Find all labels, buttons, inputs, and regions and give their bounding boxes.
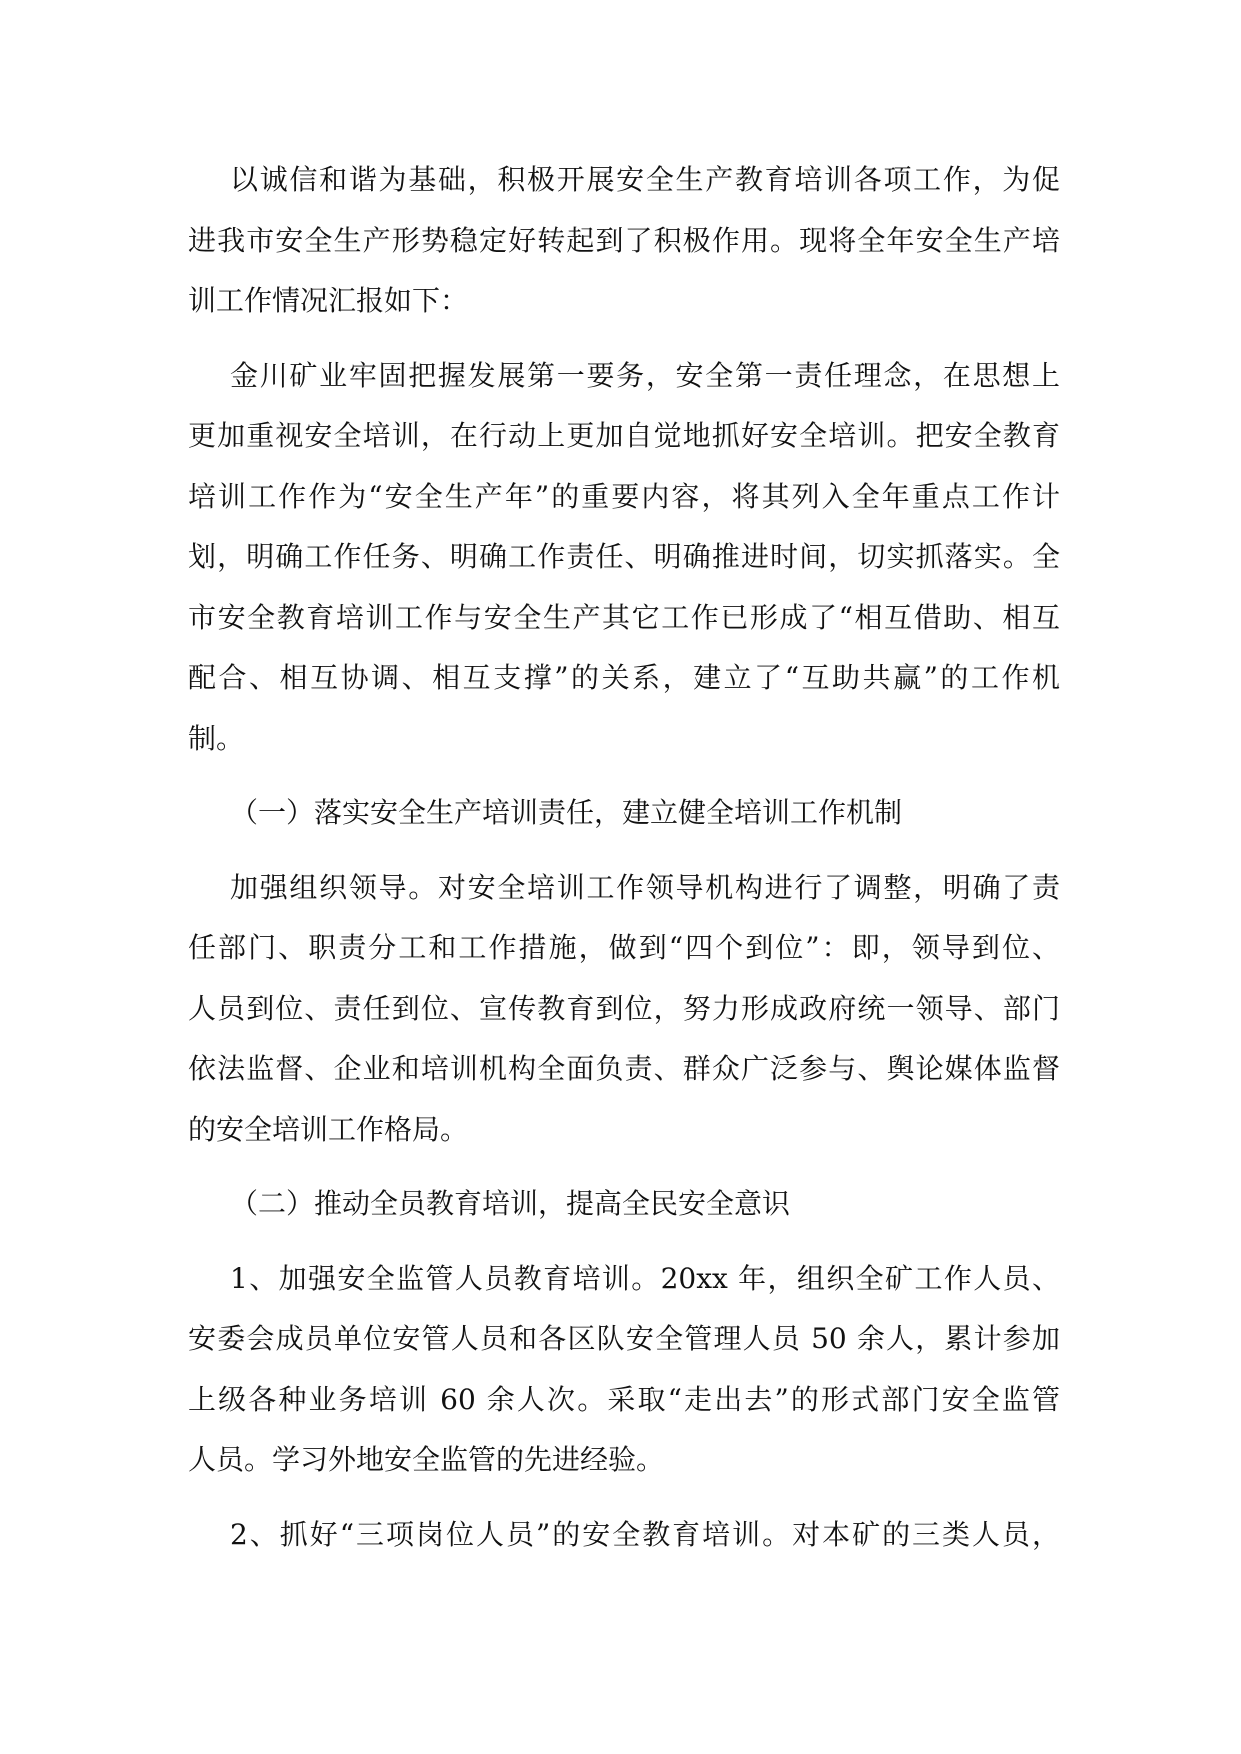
- text-line: 1、加强安全监管人员教育培训。20xx 年，组织全矿工作人员、: [230, 1261, 1060, 1295]
- text-line: 金川矿业牢固把握发展第一要务，安全第一责任理念，在思想上: [230, 358, 1060, 392]
- text-line: 训工作情况汇报如下：: [188, 284, 469, 317]
- paragraph-item-2: [188, 1505, 1060, 1566]
- heading-line: （一）落实安全生产培训责任，建立健全培训工作机制: [230, 796, 903, 829]
- text-line: 配合、相互协调、相互支撑”的关系，建立了“互助共赢”的工作机: [188, 661, 1060, 694]
- paragraph-jinchuan: [188, 346, 1060, 770]
- paragraph-gap: [188, 844, 1060, 858]
- text-line: 人员。学习外地安全监管的先进经验。: [188, 1443, 665, 1476]
- paragraph-intro: [188, 150, 1060, 332]
- text-line: 加强组织领导。对安全培训工作领导机构进行了调整，明确了责: [230, 870, 1060, 904]
- text-line: 更加重视安全培训，在行动上更加自觉地抓好安全培训。把安全教育: [188, 419, 1060, 452]
- text-line: 市安全教育培训工作与安全生产其它工作已形成了“相互借助、相互: [188, 600, 1060, 634]
- text-line: 人员到位、责任到位、宣传教育到位，努力形成政府统一领导、部门: [188, 991, 1060, 1025]
- section-heading-2: [188, 1174, 1060, 1235]
- text-line: 上级各种业务培训 60 余人次。采取“走出去”的形式部门安全监管: [188, 1382, 1060, 1416]
- paragraph-gap: [188, 1235, 1060, 1249]
- text-line: 2、抓好“三项岗位人员”的安全教育培训。对本矿的三类人员，: [230, 1517, 1060, 1551]
- paragraph-gap: [188, 769, 1060, 783]
- text-line: 制。: [188, 721, 245, 755]
- text-line: 培训工作作为“安全生产年”的重要内容，将其列入全年重点工作计: [188, 479, 1060, 513]
- paragraph-gap: [188, 1491, 1060, 1505]
- text-line: 划，明确工作任务、明确工作责任、明确推进时间，切实抓落实。全: [188, 540, 1060, 573]
- paragraph-gap: [188, 332, 1060, 346]
- paragraph-item-1: [188, 1249, 1060, 1491]
- document-body: [188, 150, 1060, 1565]
- text-line: 依法监督、企业和培训机构全面负责、群众广泛参与、舆论媒体监督: [188, 1052, 1060, 1085]
- text-line: 进我市安全生产形势稳定好转起到了积极作用。现将全年安全生产培: [188, 223, 1060, 257]
- section-heading-1: [188, 783, 1060, 844]
- text-line: 任部门、职责分工和工作措施，做到“四个到位”：即，领导到位、: [188, 931, 1060, 964]
- paragraph-gap: [188, 1160, 1060, 1174]
- paragraph-leadership: [188, 858, 1060, 1161]
- text-line: 安委会成员单位安管人员和各区队安全管理人员 50 余人，累计参加: [188, 1322, 1060, 1355]
- heading-line: （二）推动全员教育培训，提高全民安全意识: [230, 1187, 791, 1220]
- text-line: 以诚信和谐为基础，积极开展安全生产教育培训各项工作，为促: [230, 163, 1060, 196]
- text-line: 的安全培训工作格局。: [188, 1112, 469, 1146]
